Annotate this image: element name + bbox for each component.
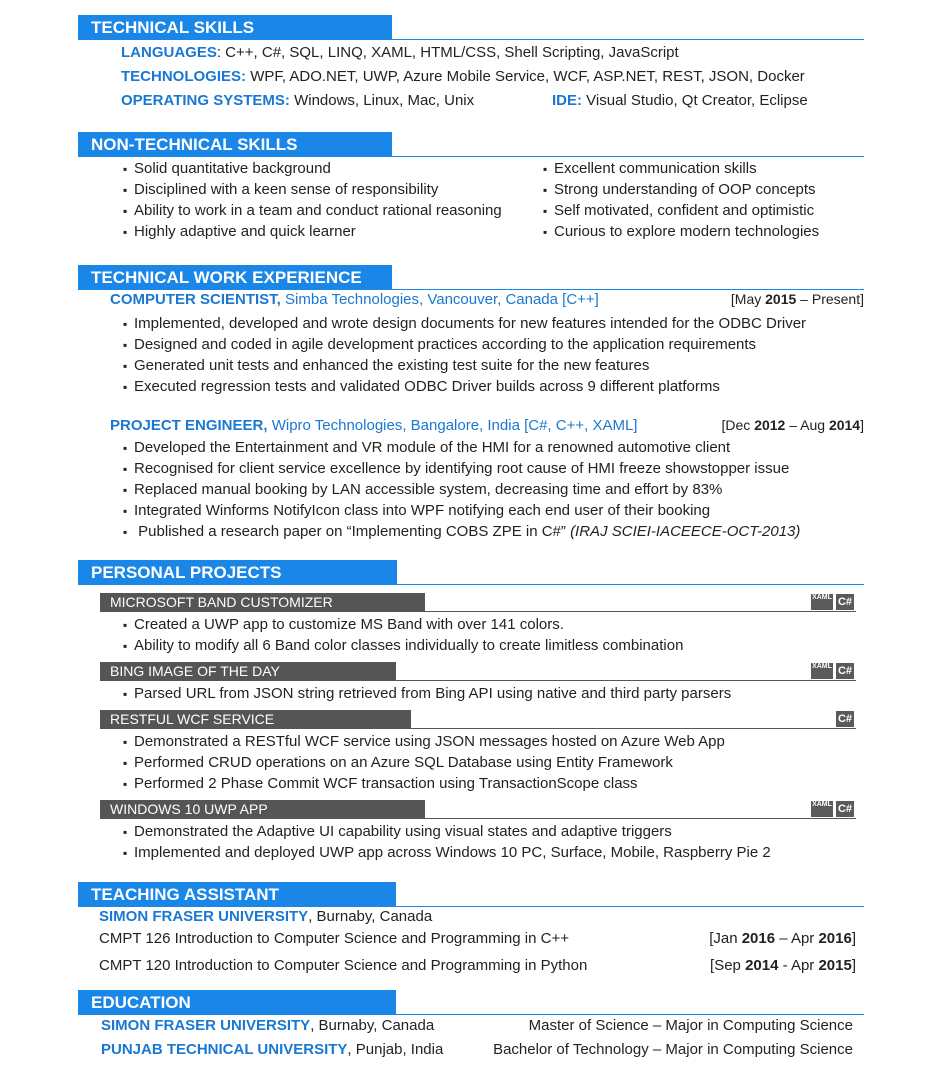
skill-item: ▪ Ability to work in a team and conduct rational reasoning [123, 202, 502, 219]
job-bullet: ▪ Executed regression tests and validated ODBC Driver builds across 9 different platforms [123, 378, 720, 395]
date-part: – Aug [785, 417, 829, 433]
date-year: 2014 [745, 957, 779, 974]
job-title: COMPUTER SCIENTIST, [110, 291, 281, 308]
project-bullet: ▪ Demonstrated a RESTful WCF service using JSON messages hosted on Azure Web App [123, 733, 725, 750]
job-title-line [110, 417, 637, 434]
section-rule [78, 289, 864, 290]
job-date [731, 291, 864, 307]
project-bullet: ▪ Performed 2 Phase Commit WCF transaction using TransactionScope class [123, 775, 638, 792]
project-title-bar: WINDOWS 10 UWP APP [100, 800, 425, 819]
ta-course-date [709, 930, 856, 947]
date-year: 2012 [754, 417, 786, 433]
languages-label: LANGUAGES [121, 44, 217, 61]
xaml-icon: XAML [811, 594, 833, 610]
project-rule [100, 611, 856, 612]
date-part: [Jan [709, 930, 742, 947]
date-part: – Present] [796, 291, 864, 307]
project-rule [100, 818, 856, 819]
job-bullet [123, 523, 800, 540]
ta-university-line [99, 908, 432, 925]
technologies-value: WPF, ADO.NET, UWP, Azure Mobile Service, WCF, ASP.NET, REST, JSON, Docker [250, 68, 805, 85]
languages-line [121, 44, 679, 61]
publication-citation: (IRAJ SCIEI-IACEECE-OCT-2013) [570, 523, 801, 540]
ta-course: CMPT 126 Introduction to Computer Science and Programming in C++ [99, 930, 569, 947]
skill-item: ▪ Solid quantitative background [123, 160, 331, 177]
education-degree: Bachelor of Technology – Major in Computing Science [493, 1041, 853, 1058]
date-part: [Dec [721, 417, 755, 433]
education-university-line [101, 1017, 434, 1034]
section-rule [78, 1014, 864, 1015]
job-company: Simba Technologies, Vancouver, Canada [C++] [285, 291, 599, 308]
skill-item: ▪ Excellent communication skills [543, 160, 757, 177]
date-part: – Apr [775, 930, 819, 947]
education-university: PUNJAB TECHNICAL UNIVERSITY [101, 1041, 348, 1058]
job-bullet: ▪ Integrated Winforms NotifyIcon class into WPF notifying each end user of their booking [123, 502, 710, 519]
job-title-line [110, 291, 599, 308]
date-part: ] [851, 930, 856, 947]
project-bullet: ▪ Demonstrated the Adaptive UI capability using visual states and adaptive triggers [123, 823, 672, 840]
date-year: 2015 [765, 291, 797, 307]
date-part: ] [860, 417, 864, 433]
project-title-bar: RESTFUL WCF SERVICE [100, 710, 411, 729]
education-university-line [101, 1041, 443, 1058]
date-part: ] [851, 957, 856, 974]
project-bullet: ▪ Implemented and deployed UWP app across Windows 10 PC, Surface, Mobile, Raspberry Pie 2 [123, 844, 771, 861]
ide-line [552, 92, 808, 109]
os-label: OPERATING SYSTEMS: [121, 92, 290, 109]
date-part: - Apr [778, 957, 819, 974]
education-university: SIMON FRASER UNIVERSITY [101, 1017, 311, 1034]
project-bullet: ▪ Performed CRUD operations on an Azure SQL Database using Entity Framework [123, 754, 673, 771]
project-bullet: ▪ Created a UWP app to customize MS Band with over 141 colors. [123, 616, 564, 633]
job-bullet: ▪ Replaced manual booking by LAN accessible system, decreasing time and effort by 83% [123, 481, 722, 498]
skill-item: ▪ Curious to explore modern technologies [543, 223, 819, 240]
xaml-icon: XAML [811, 801, 833, 817]
section-heading-work-experience: TECHNICAL WORK EXPERIENCE [78, 265, 392, 290]
date-year: 2014 [828, 417, 861, 433]
project-title-bar: BING IMAGE OF THE DAY [100, 662, 396, 681]
job-title: PROJECT ENGINEER, [110, 417, 268, 434]
technologies-label: TECHNOLOGIES: [121, 68, 247, 85]
job-bullet: ▪ Generated unit tests and enhanced the existing test suite for the new features [123, 357, 649, 374]
project-rule [100, 728, 856, 729]
section-rule [78, 39, 864, 40]
project-title-bar: MICROSOFT BAND CUSTOMIZER [100, 593, 425, 612]
project-bullet: ▪ Parsed URL from JSON string retrieved from Bing API using native and third party parsers [123, 685, 731, 702]
job-bullet: ▪ Recognised for client service excellence by identifying root cause of HMI freeze showstopper issue [123, 460, 789, 477]
job-company: Wipro Technologies, Bangalore, India [C#, C++, XAML] [271, 417, 638, 434]
section-heading-personal-projects: PERSONAL PROJECTS [78, 560, 397, 585]
job-date [722, 417, 864, 433]
date-part: [Sep [710, 957, 746, 974]
ide-value: Visual Studio, Qt Creator, Eclipse [586, 92, 808, 109]
os-value: Windows, Linux, Mac, Unix [294, 92, 475, 109]
ta-course: CMPT 120 Introduction to Computer Science and Programming in Python [99, 957, 588, 974]
skill-item: ▪ Disciplined with a keen sense of responsibility [123, 181, 438, 198]
date-year: 2016 [818, 930, 852, 947]
os-line [121, 92, 474, 109]
project-bullet: ▪ Ability to modify all 6 Band color classes individually to create limitless combination [123, 637, 683, 654]
education-location: , Punjab, India [347, 1041, 444, 1058]
csharp-icon: C# [837, 803, 853, 815]
date-year: 2015 [818, 957, 852, 974]
job-bullet: ▪ Implemented, developed and wrote design documents for new features intended for the ODBC Driver [123, 315, 806, 332]
project-rule [100, 680, 856, 681]
ide-label: IDE: [552, 92, 582, 109]
job-bullet: ▪ Developed the Entertainment and VR module of the HMI for a renowned automotive client [123, 439, 730, 456]
ta-location: , Burnaby, Canada [308, 908, 433, 925]
skill-item: ▪ Highly adaptive and quick learner [123, 223, 356, 240]
skill-item: ▪ Self motivated, confident and optimistic [543, 202, 814, 219]
section-heading-non-technical-skills: NON-TECHNICAL SKILLS [78, 132, 392, 157]
csharp-icon: C# [837, 713, 853, 725]
section-rule [78, 906, 864, 907]
education-degree: Master of Science – Major in Computing Science [528, 1017, 853, 1034]
technologies-line [121, 68, 805, 85]
skill-item: ▪ Strong understanding of OOP concepts [543, 181, 816, 198]
section-heading-education: EDUCATION [78, 990, 396, 1015]
section-heading-teaching-assistant: TEACHING ASSISTANT [78, 882, 396, 907]
ta-university: SIMON FRASER UNIVERSITY [99, 908, 309, 925]
bullet-text: Published a research paper on “Implementing COBS ZPE in C#” [138, 523, 566, 540]
xaml-icon: XAML [811, 663, 833, 679]
csharp-icon: C# [837, 665, 853, 677]
section-rule [78, 584, 864, 585]
csharp-icon: C# [837, 596, 853, 608]
languages-value: : C++, C#, SQL, LINQ, XAML, HTML/CSS, Shell Scripting, JavaScript [216, 44, 679, 61]
section-rule [78, 156, 864, 157]
job-bullet: ▪ Designed and coded in agile development practices according to the application requirements [123, 336, 756, 353]
date-year: 2016 [741, 930, 776, 947]
education-location: , Burnaby, Canada [310, 1017, 435, 1034]
ta-course-date [710, 957, 856, 974]
date-part: [May [730, 291, 766, 307]
section-heading-technical-skills: TECHNICAL SKILLS [78, 15, 392, 40]
